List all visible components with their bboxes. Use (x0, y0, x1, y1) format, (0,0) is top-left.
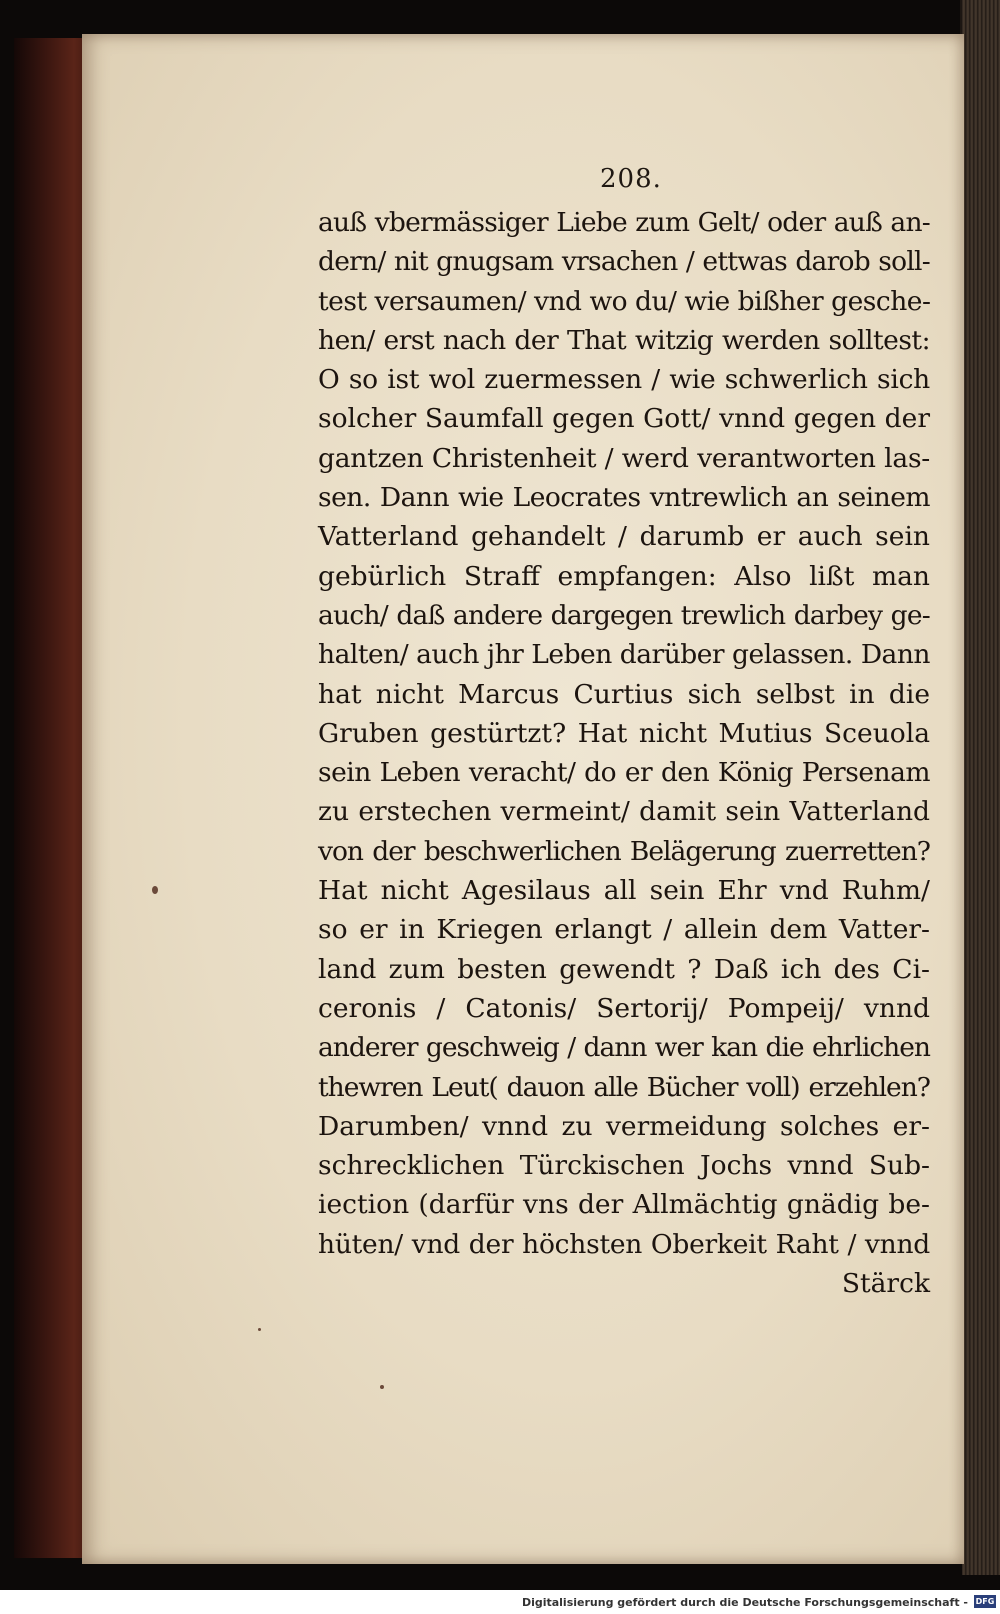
text-line: sein Leben veracht/ do er den König Persenam (318, 757, 930, 789)
page-block-edge (962, 0, 1000, 1575)
text-line: iection (darfür vns der Allmächtig gnädig be- (318, 1189, 930, 1221)
text-line: Hat nicht Agesilaus all sein Ehr vnd Ruhm/ (318, 875, 930, 907)
text-line: halten/ auch jhr Leben darüber gelassen. Dann (318, 639, 930, 671)
paper-speck (258, 1328, 261, 1331)
text-line: dern/ nit gnugsam vrsachen / ettwas darob soll- (318, 246, 930, 278)
text-line: von der beschwerlichen Belägerung zuerretten? (318, 835, 930, 867)
text-line: ceronis / Catonis/ Sertorij/ Pompeij/ vnnd (318, 992, 930, 1024)
text-line: solcher Saumfall gegen Gott/ vnnd gegen der (318, 403, 930, 435)
text-line: hüten/ vnd der höchsten Oberkeit Raht / vnnd (318, 1228, 930, 1260)
text-line: so er in Kriegen erlangt / allein dem Vatter- (318, 914, 930, 946)
dfg-logo-icon: DFG (975, 1597, 995, 1606)
digitization-credit: Digitalisierung gefördert durch die Deutsche Forschungsgemeinschaft - (521, 1596, 968, 1609)
text-line: auß vbermässiger Liebe zum Gelt/ oder auß an- (318, 207, 930, 238)
text-line: anderer geschweig / dann wer kan die ehrlichen (318, 1032, 930, 1064)
text-line: land zum besten gewendt ? Daß ich des Ci- (318, 953, 930, 985)
body-text (318, 203, 930, 1303)
text-line: Gruben gestürtzt? Hat nicht Mutius Sceuola (318, 717, 930, 749)
text-line: O so ist wol zuermessen / wie schwerlich sich (318, 364, 930, 396)
text-line: Vatterland gehandelt / darumb er auch sein (318, 521, 930, 553)
text-line: sen. Dann wie Leocrates vntrewlich an seinem (318, 482, 930, 514)
paper-speck (380, 1385, 384, 1389)
text-line: hen/ erst nach der That witzig werden solltest: (318, 324, 930, 356)
text-line: Darumben/ vnnd zu vermeidung solches er- (318, 1110, 930, 1142)
text-line: test versaumen/ vnd wo du/ wie bißher gesche- (318, 285, 931, 317)
text-line: schrecklichen Türckischen Jochs vnnd Sub- (318, 1150, 930, 1182)
paper-speck (152, 886, 158, 894)
text-line: hat nicht Marcus Curtius sich selbst in die (318, 678, 930, 710)
text-line: gebürlich Straff empfangen: Also lißt man (318, 560, 930, 592)
page-number: 208. (600, 164, 662, 194)
text-line: gantzen Christenheit / werd verantworten las- (318, 442, 930, 474)
text-line: zu erstechen vermeint/ damit sein Vatterland (318, 796, 930, 828)
text-line: auch/ daß andere dargegen trewlich darbey ge- (318, 599, 930, 631)
text-line: thewren Leut( dauon alle Bücher voll) erzehlen? (318, 1071, 930, 1103)
catchword: Stärck (841, 1268, 930, 1300)
